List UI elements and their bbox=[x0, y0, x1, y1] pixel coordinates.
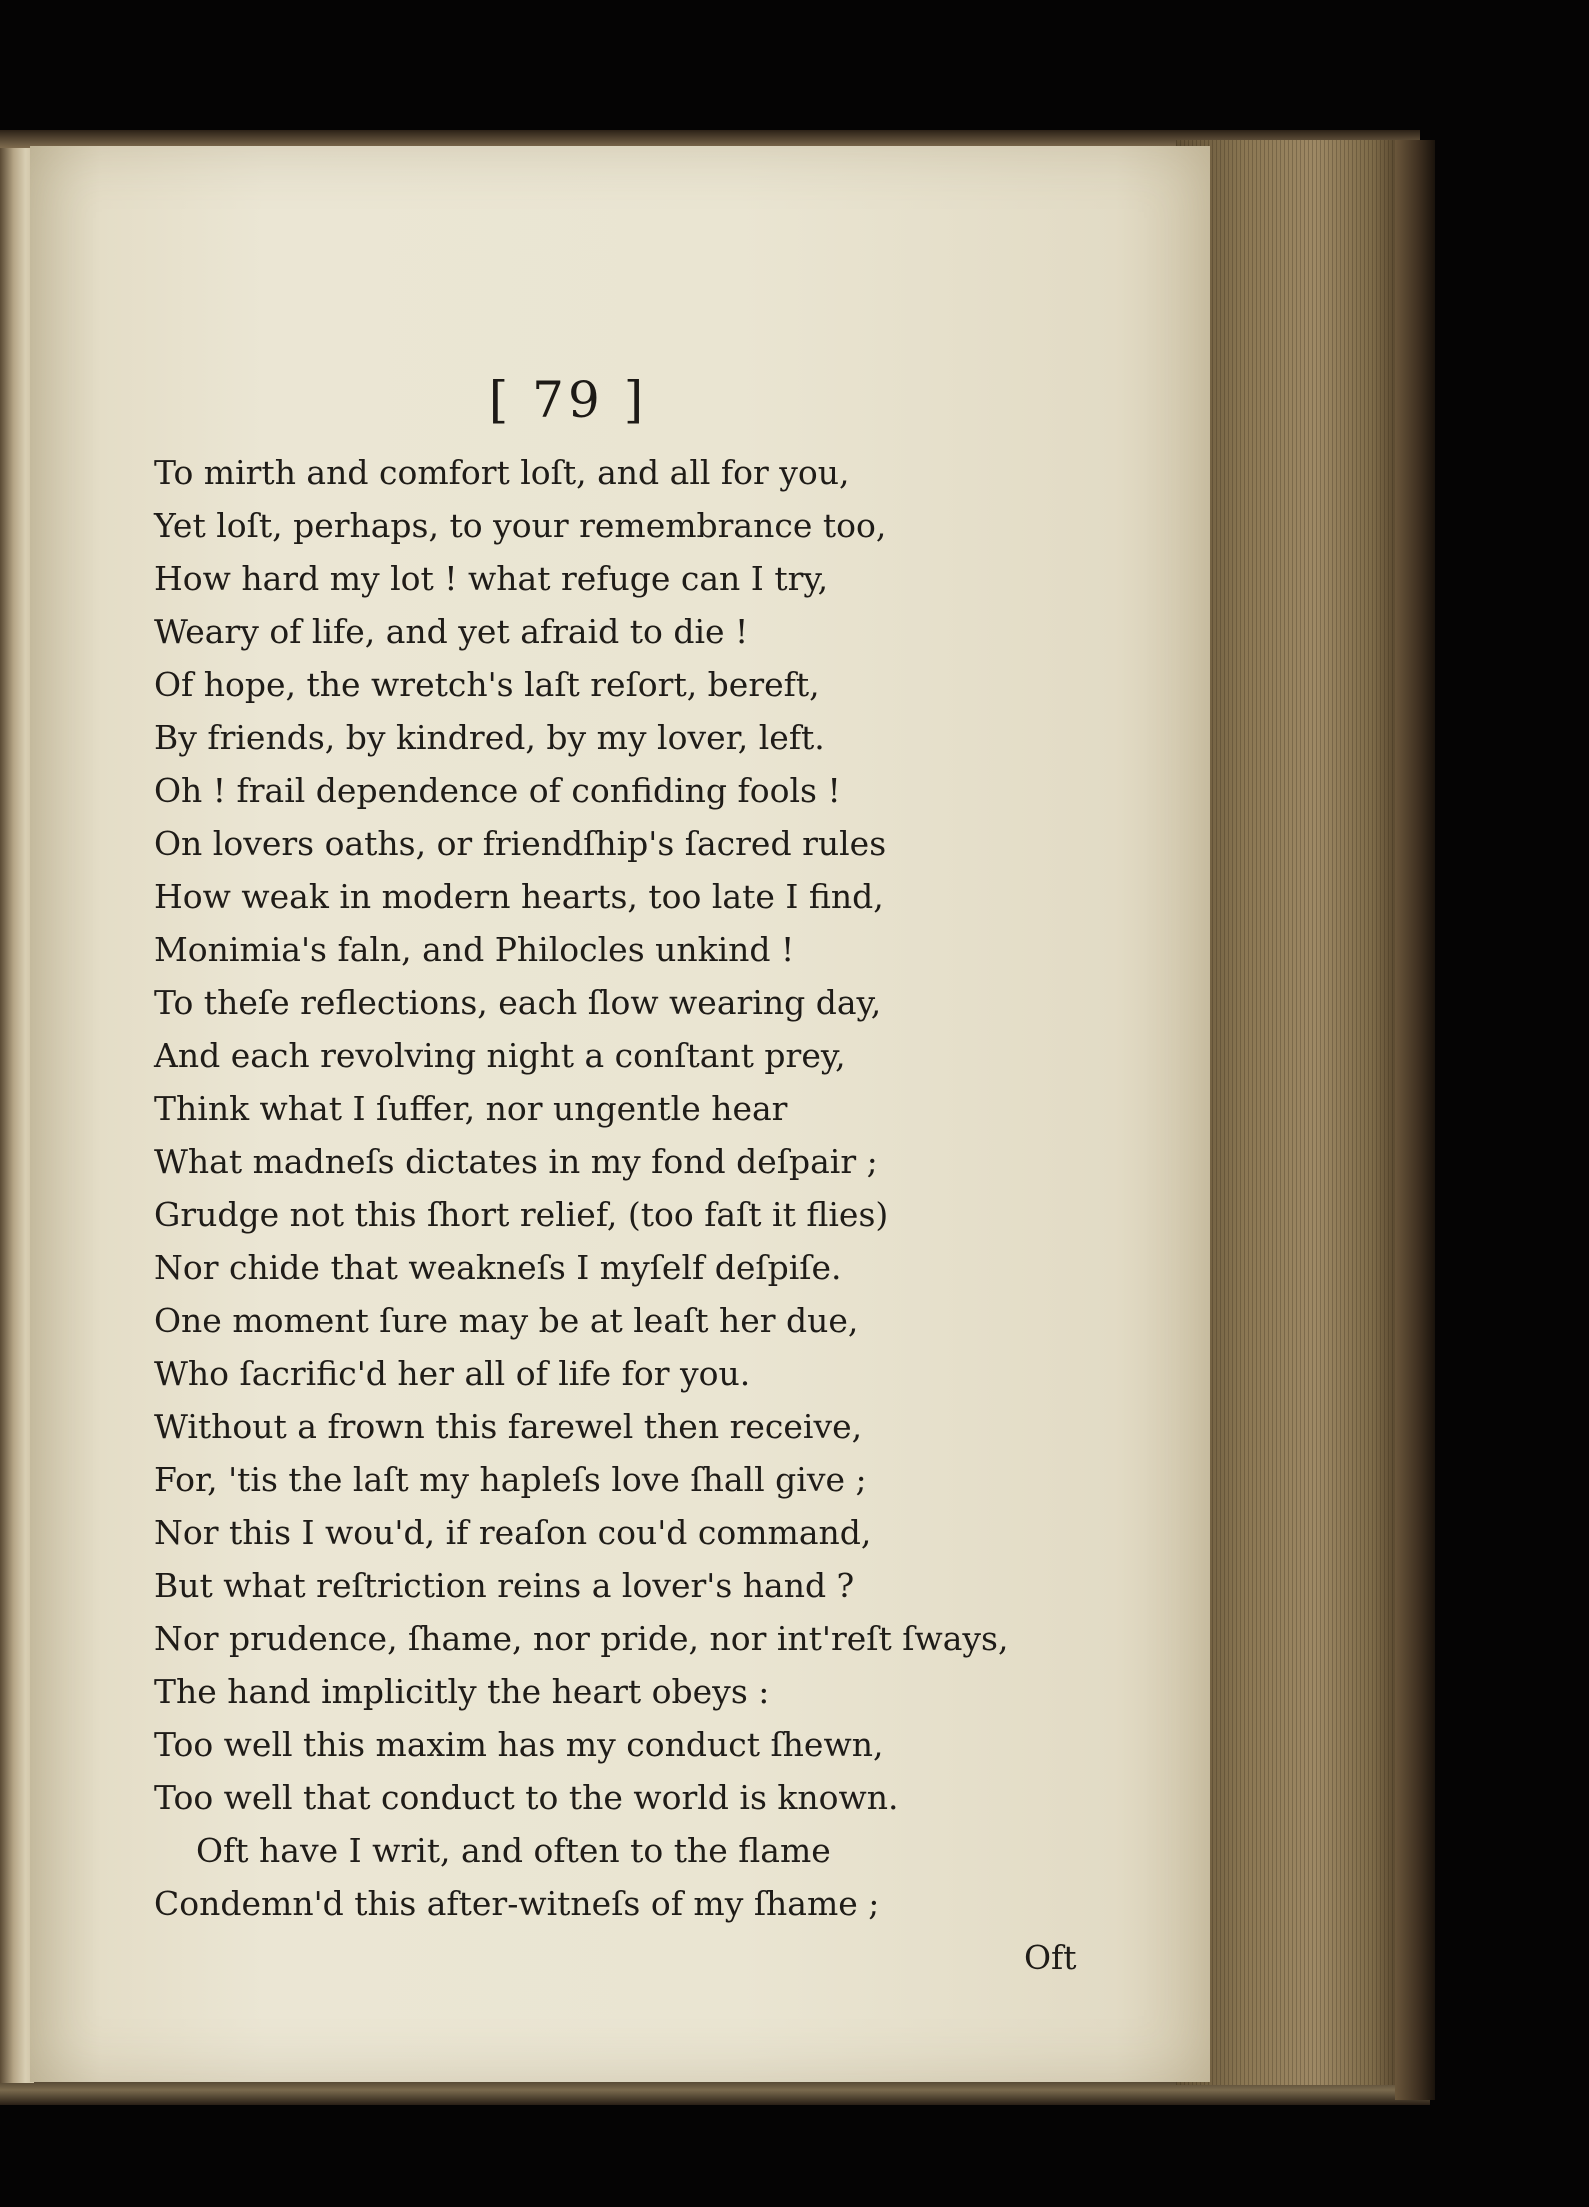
poem-line: Of hope, the wretch's laſt reſort, bereft, bbox=[154, 665, 820, 704]
poem-line: Oh ! frail dependence of confiding fools ! bbox=[154, 771, 841, 810]
book-page bbox=[30, 146, 1210, 2082]
poem-line: Oft have I writ, and often to the flame bbox=[196, 1831, 831, 1870]
facing-page-edge bbox=[0, 148, 34, 2083]
poem-line: To mirth and comfort loſt, and all for you, bbox=[154, 453, 850, 492]
poem-line: Weary of life, and yet afraid to die ! bbox=[154, 612, 749, 651]
poem-line: Nor chide that weakneſs I myſelf deſpiſe. bbox=[154, 1248, 842, 1287]
poem-line: The hand implicitly the heart obeys : bbox=[154, 1672, 770, 1711]
poem-line: What madneſs dictates in my fond deſpair ; bbox=[154, 1142, 878, 1181]
poem-line: By friends, by kindred, by my lover, left. bbox=[154, 718, 825, 757]
poem-line: On lovers oaths, or friendſhip's ſacred rules bbox=[154, 824, 887, 863]
page-block-fore-edge bbox=[1176, 140, 1408, 2085]
poem-line: Too well that conduct to the world is known. bbox=[154, 1778, 899, 1817]
poem-line: Who ſacrific'd her all of life for you. bbox=[154, 1354, 751, 1393]
poem-line: One moment ſure may be at leaſt her due, bbox=[154, 1301, 859, 1340]
poem-line: Nor prudence, ſhame, nor pride, nor int'reſt ſways, bbox=[154, 1619, 1009, 1658]
poem-line: Monimia's faln, and Philocles unkind ! bbox=[154, 930, 795, 969]
poem-line: How weak in modern hearts, too late I find, bbox=[154, 877, 884, 916]
poem-line: Condemn'd this after-witneſs of my ſhame ; bbox=[154, 1884, 880, 1923]
poem-line: How hard my lot ! what refuge can I try, bbox=[154, 559, 829, 598]
poem-line: Think what I ſuffer, nor ungentle hear bbox=[154, 1089, 788, 1128]
poem-line: For, 'tis the laſt my hapleſs love ſhall give ; bbox=[154, 1460, 867, 1499]
poem-line: Too well this maxim has my conduct ſhewn, bbox=[154, 1725, 884, 1764]
poem-line: Yet loſt, perhaps, to your remembrance too, bbox=[154, 506, 887, 545]
poem-line: To theſe reflections, each ſlow wearing day, bbox=[154, 983, 882, 1022]
page-number: [ 79 ] bbox=[488, 371, 648, 429]
book-cover-right-edge bbox=[1395, 140, 1435, 2100]
poem-line: But what reſtriction reins a lover's hand ? bbox=[154, 1566, 855, 1605]
poem-line: Without a frown this farewel then receive, bbox=[154, 1407, 863, 1446]
poem-line: And each revolving night a conſtant prey, bbox=[154, 1036, 846, 1075]
poem-text bbox=[154, 446, 1054, 1930]
poem-line: Nor this I wou'd, if reaſon cou'd command, bbox=[154, 1513, 872, 1552]
catchword: Oft bbox=[1024, 1938, 1077, 1977]
poem-line: Grudge not this ſhort relief, (too faſt it flies) bbox=[154, 1195, 889, 1234]
